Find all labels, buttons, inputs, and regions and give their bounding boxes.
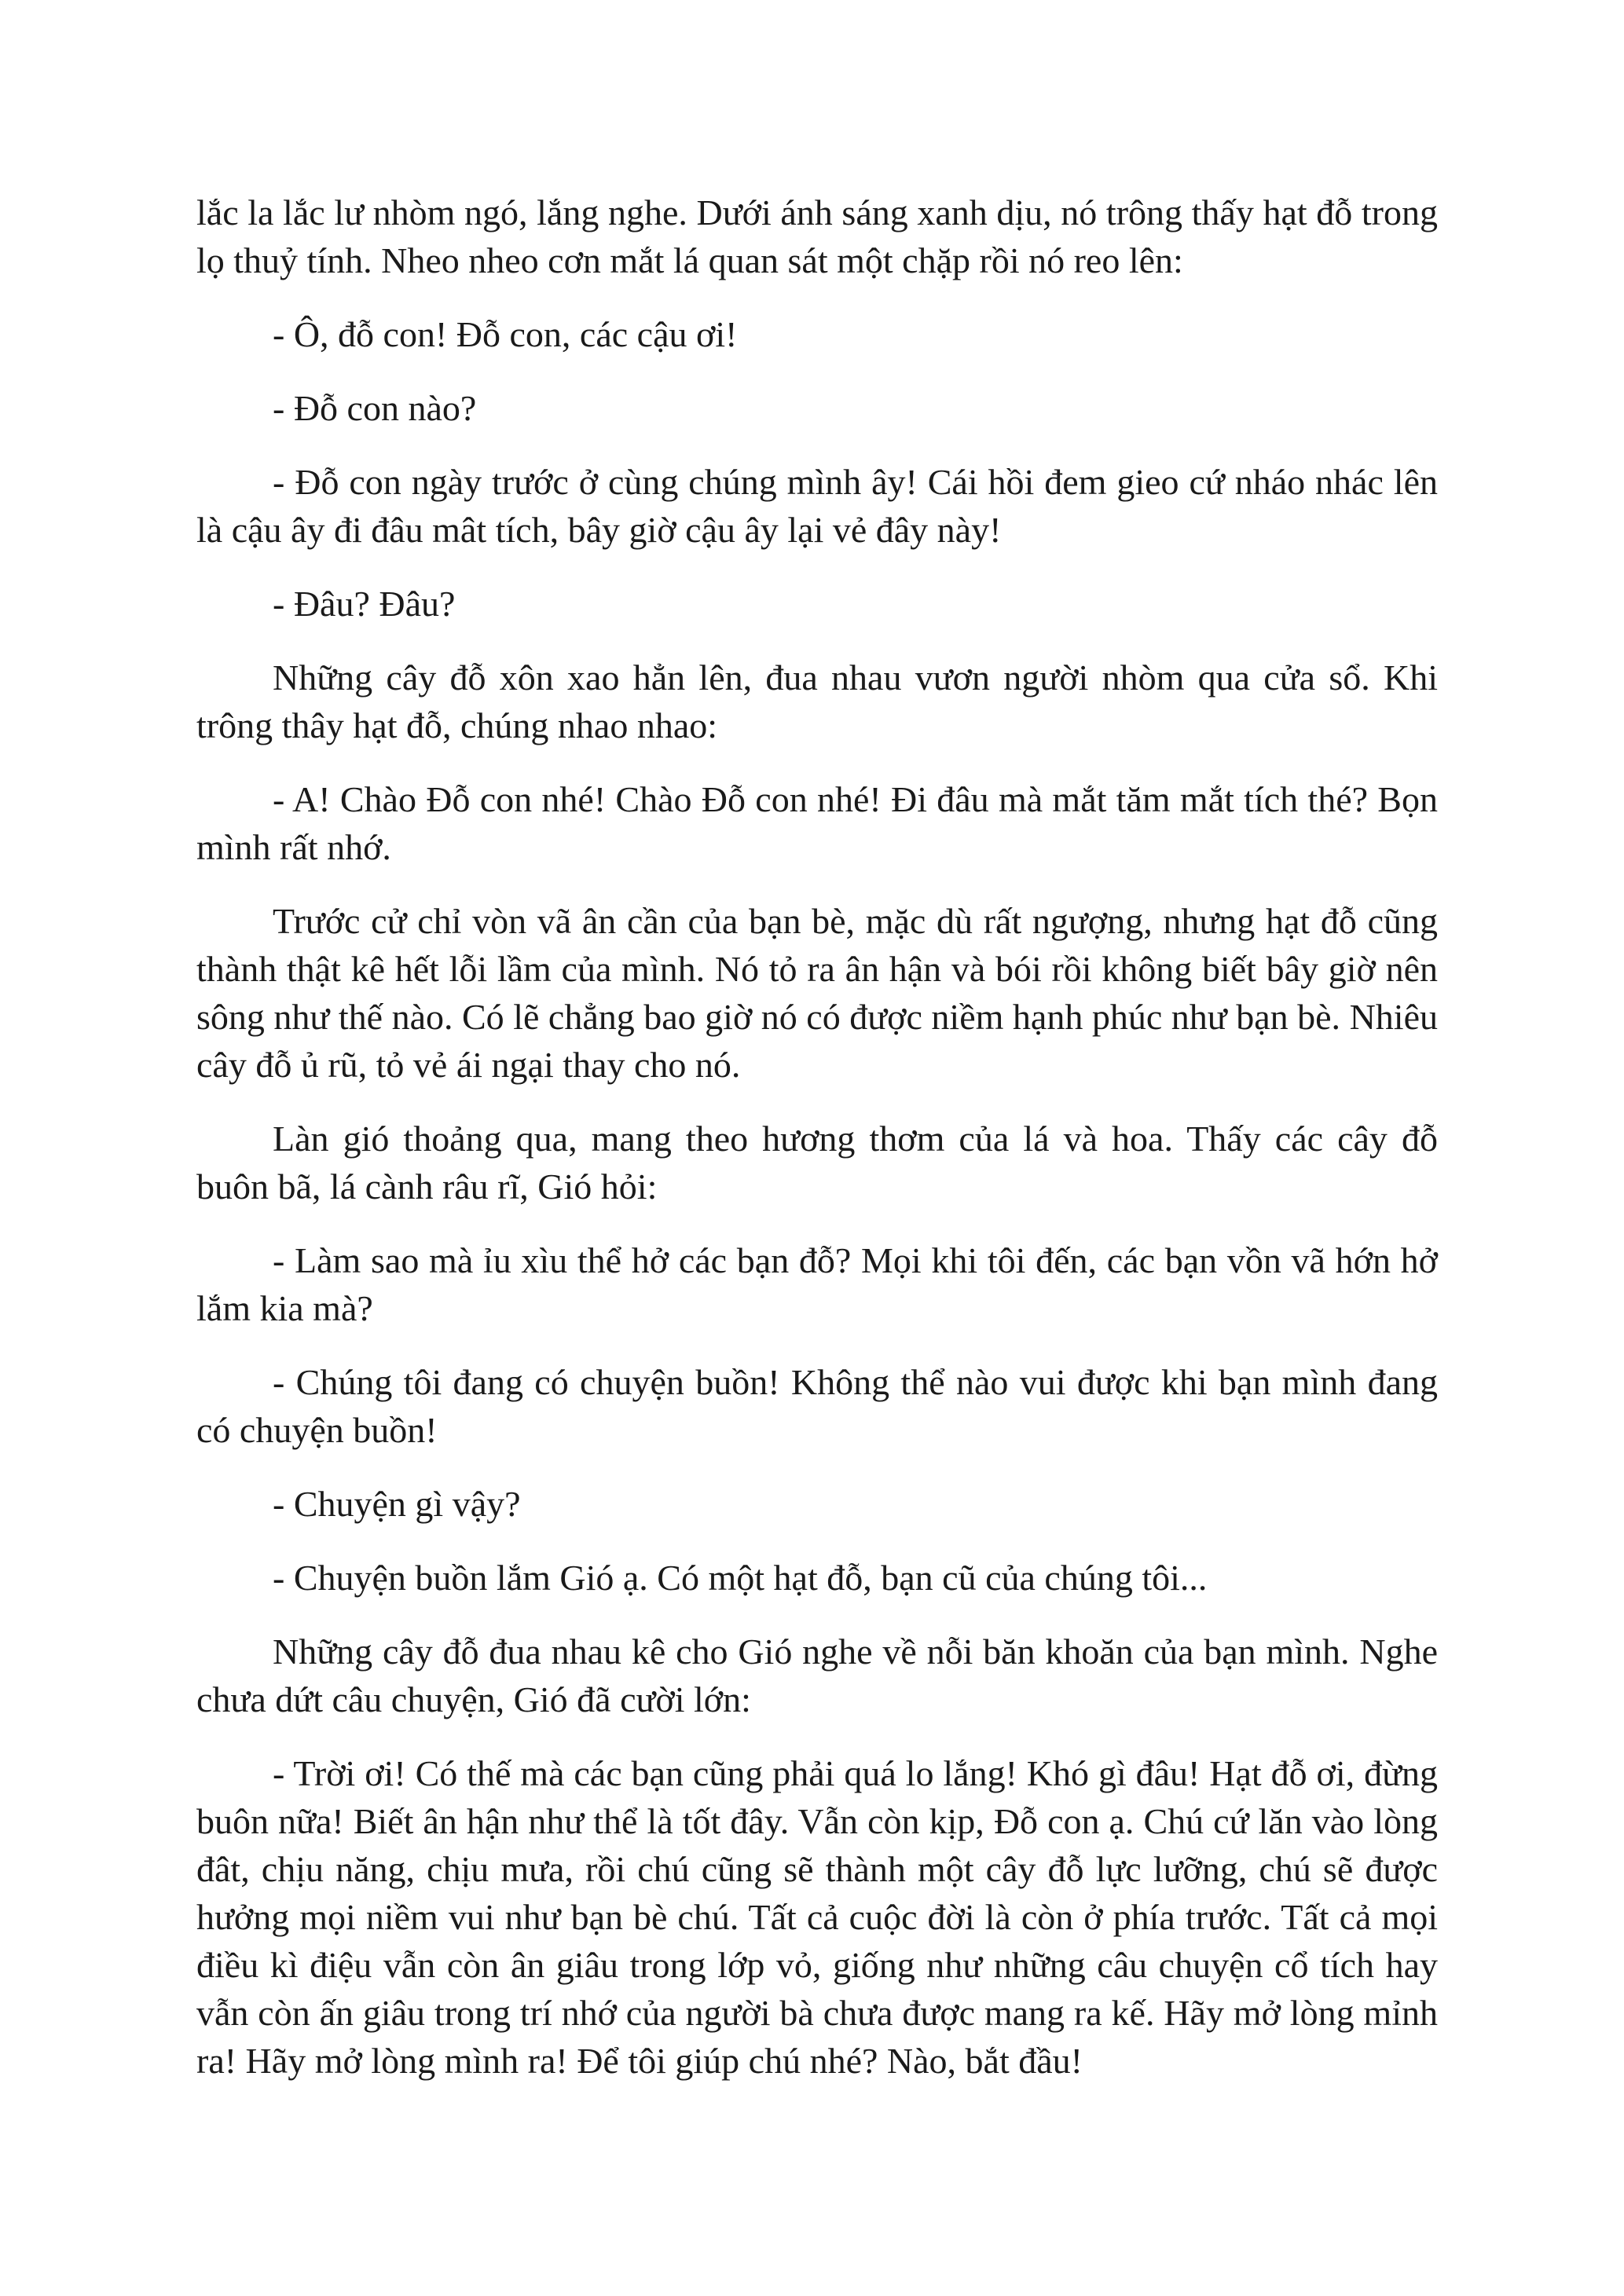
paragraph-4: - Đỗ con ngày trước ở cùng chúng mình ây! Cái hồi đem gieo cứ nháo nhác lên là cậu ây đi đâu mât tích, bây giờ cậu ây lại vẻ đây này! <box>196 462 1438 550</box>
paragraph-9: Làn gió thoảng qua, mang theo hương thơm của lá và hoa. Thấy các cây đỗ buôn bã, lá cành râu rĩ, Gió hỏi: <box>196 1119 1438 1207</box>
paragraph-8: Trước cử chỉ vòn vã ân cần của bạn bè, mặc dù rất ngượng, nhưng hạt đỗ cũng thành thật kê hết lỗi lầm của mình. Nó tỏ ra ân hận và bói rồi không biết bây giờ nên sông như thế nào. Có lẽ chẳng bao giờ nó có được niềm hạnh phúc như bạn bè. Nhiêu cây đỗ ủ rũ, tỏ vẻ ái ngại thay cho nó. <box>196 901 1438 1085</box>
paragraph-12: - Chuyện gì vậy? <box>273 1484 521 1524</box>
paragraph-2: - Ô, đỗ con! Đỗ con, các cậu ơi! <box>273 314 738 354</box>
paragraph-10: - Làm sao mà ỉu xìu thể hở các bạn đỗ? Mọi khi tôi đến, các bạn vồn vã hớn hở lắm kia mà? <box>196 1240 1438 1328</box>
paragraph-15: - Trời ơi! Có thế mà các bạn cũng phải quá lo lắng! Khó gì đâu! Hạt đỗ ơi, đừng buôn nữa! Biết ân hận như thể là tốt đây. Vẫn còn kịp, Đỗ con ạ. Chú cứ lăn vào lòng đât, chịu năng, chịu mưa, rồi chú cũng sẽ thành một cây đỗ lực lưỡng, chú sẽ được hưởng mọi niềm vui như bạn bè chú. Tất cả cuộc đời là còn ở phía trước. Tất cả mọi điều kì điệu vẫn còn ân giâu trong lớp vỏ, giống như những câu chuyện cổ tích hay vẫn còn ấn giâu trong trí nhớ của người bà chưa được mang ra kế. Hãy mở lòng mỉnh ra! Hãy mở lòng mình ra! Để tôi giúp chú nhé? Nào, bắt đầu! <box>196 1753 1438 2081</box>
paragraph-11: - Chúng tôi đang có chuyện buồn! Không thể nào vui được khi bạn mình đang có chuyện buồn! <box>196 1362 1438 1450</box>
paragraph-1: lắc la lắc lư nhòm ngó, lắng nghe. Dưới ánh sáng xanh dịu, nó trông thấy hạt đỗ trong lọ thuỷ tính. Nheo nheo cơn mắt lá quan sát một chặp rồi nó reo lên: <box>196 192 1438 280</box>
paragraph-13: - Chuyện buồn lắm Gió ạ. Có một hạt đỗ, bạn cũ của chúng tôi... <box>273 1558 1208 1598</box>
paragraph-3: - Đỗ con nào? <box>273 388 477 428</box>
paragraph-14: Những cây đỗ đua nhau kê cho Gió nghe về nỗi băn khoăn của bạn mình. Nghe chưa dứt câu chuyện, Gió đã cười lớn: <box>196 1631 1438 1719</box>
paragraph-6: Những cây đỗ xôn xao hẳn lên, đua nhau vươn người nhòm qua cửa sổ. Khi trông thây hạt đỗ, chúng nhao nhao: <box>196 657 1438 745</box>
document-page <box>196 189 1438 2085</box>
paragraph-5: - Đâu? Đâu? <box>273 584 456 624</box>
paragraph-7: - A! Chào Đỗ con nhé! Chào Đỗ con nhé! Đi đâu mà mắt tăm mắt tích thé? Bọn mình rất nhớ. <box>196 779 1438 867</box>
